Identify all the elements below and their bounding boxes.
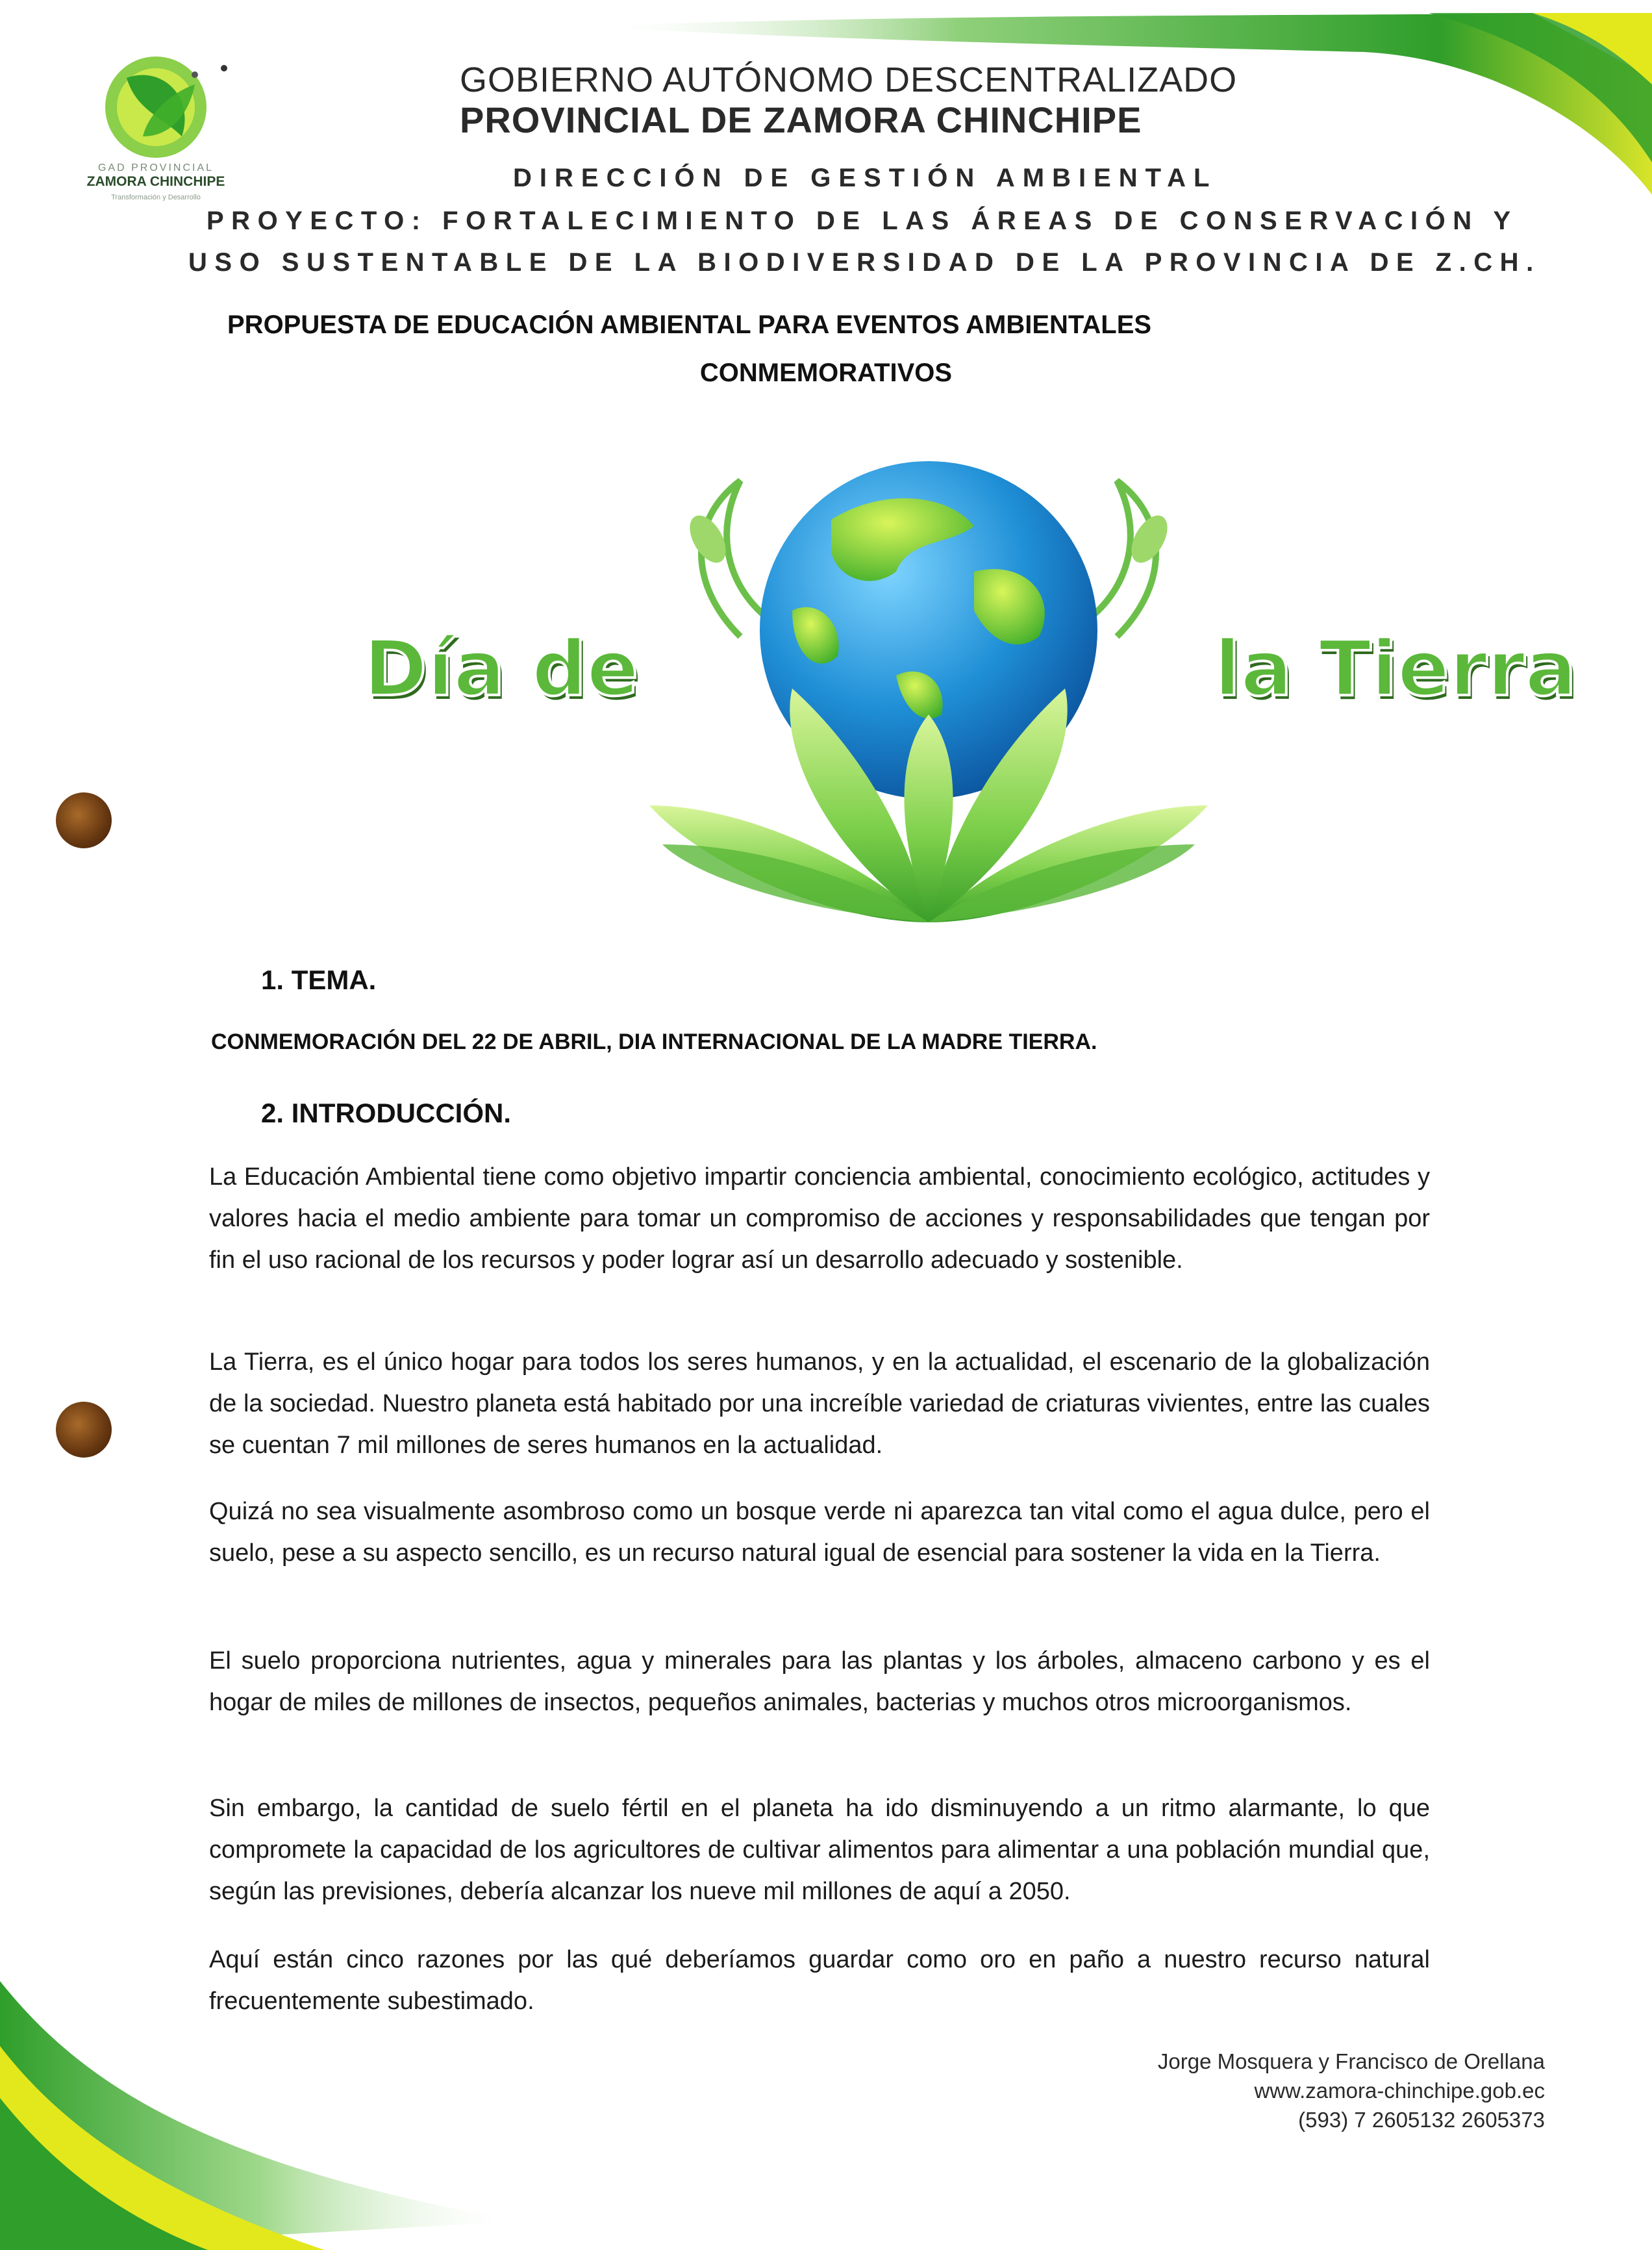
paragraph: La Tierra, es el único hogar para todos los seres humanos, y en la actualidad, el escenario de la globalización de la sociedad. Nuestro planeta está habitado por una increíble variedad de criaturas vivientes, entre las cuales se cuentan 7 mil millones de seres humanos en la actualidad. [209, 1348, 1430, 1459]
paragraph: La Educación Ambiental tiene como objetivo impartir conciencia ambiental, conocimiento ecológico, actitudes y valores hacia el medio ambiente para tomar un compromiso de acciones y responsabilidades que tengan por fin el uso racional de los recursos y poder lograr así un desarrollo adecuado y sostenible. [209, 1163, 1430, 1274]
project-title-line-2: USO SUSTENTABLE DE LA BIODIVERSIDAD DE LA PROVINCIA DE Z.CH. [188, 248, 1541, 277]
paragraph: El suelo proporciona nutrientes, agua y minerales para las plantas y los árboles, almaceno carbono y es el hogar de miles de millones de insectos, pequeños animales, bacterias y muchos otros microorganismos. [209, 1647, 1430, 1716]
logo-caption-name: ZAMORA CHINCHIPE [86, 174, 225, 189]
paragraph: Aquí están cinco razones por las qué deberíamos guardar como oro en paño a nuestro recurso natural frecuentemente subestimado. [209, 1946, 1430, 2015]
organization-name-line-2: PROVINCIAL DE ZAMORA CHINCHIPE [460, 99, 1142, 140]
section-tema-body: CONMEMORACIÓN DEL 22 DE ABRIL, DIA INTERNACIONAL DE LA MADRE TIERRA. [211, 1030, 1097, 1054]
footer-names: Jorge Mosquera y Francisco de Orellana [1157, 2049, 1545, 2073]
department-name: DIRECCIÓN DE GESTIÓN AMBIENTAL [513, 164, 1218, 192]
organization-name-line-1: GOBIERNO AUTÓNOMO DESCENTRALIZADO [460, 60, 1238, 99]
footer-website-link[interactable]: www.zamora-chinchipe.gob.ec [1254, 2079, 1545, 2103]
footer-phone: (593) 7 2605132 2605373 [1298, 2108, 1545, 2132]
document-title-line-2: CONMEMORATIVOS [699, 359, 953, 387]
paragraph: Quizá no sea visualmente asombroso como un bosque verde ni aparezca tan vital como el agua dulce, pero el suelo, pese a su aspecto sencillo, es un recurso natural igual de esencial para sostener la vida en la Tierra. [209, 1498, 1430, 1567]
logo-caption-tagline: Transformación y Desarrollo [111, 194, 201, 201]
hero-title-right: la Tierra [1214, 624, 1577, 713]
section-heading-introduccion: 2. INTRODUCCIÓN. [261, 1098, 512, 1128]
paragraph: Sin embargo, la cantidad de suelo fértil en el planeta ha ido disminuyendo a un ritmo alarmante, lo que compromete la capacidad de los agricultores de cultivar alimentos para alimentar a una población mundial que, según las previsiones, debería alcanzar los nueve mil millones de aquí a 2050. [209, 1795, 1430, 1905]
punch-hole [56, 792, 112, 848]
project-title-line-1: PROYECTO: FORTALECIMIENTO DE LAS ÁREAS DE CONSERVACIÓN Y [206, 207, 1518, 235]
logo-caption-top: GAD PROVINCIAL [97, 162, 214, 173]
hero-title-left: Día de [364, 624, 639, 713]
section-heading-tema: 1. TEMA. [261, 965, 377, 995]
document-title-line-1: PROPUESTA DE EDUCACIÓN AMBIENTAL PARA EVENTOS AMBIENTALES [227, 310, 1152, 339]
punch-hole [56, 1402, 112, 1458]
